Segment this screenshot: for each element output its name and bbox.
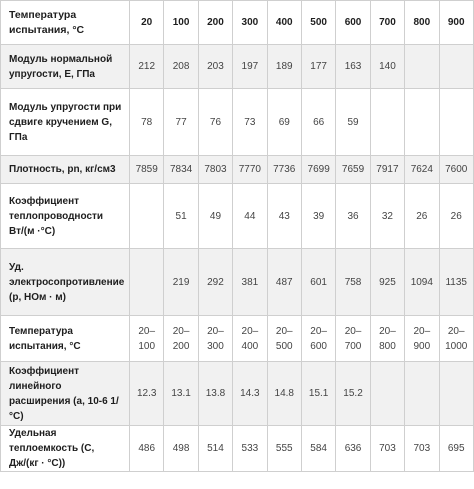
value-cell: 44 bbox=[233, 184, 267, 249]
value-cell: 584 bbox=[301, 426, 335, 472]
value-cell: 49 bbox=[198, 184, 232, 249]
value-cell: 703 bbox=[370, 426, 404, 472]
value-cell bbox=[405, 45, 439, 89]
value-cell bbox=[405, 362, 439, 426]
value-cell: 7600 bbox=[439, 156, 473, 184]
value-cell: 20–800 bbox=[370, 316, 404, 362]
header-temp-cell: 300 bbox=[233, 1, 267, 45]
value-cell: 51 bbox=[164, 184, 198, 249]
value-cell: 20–200 bbox=[164, 316, 198, 362]
row-specific-heat bbox=[1, 426, 474, 472]
row-density bbox=[1, 156, 474, 184]
value-cell: 59 bbox=[336, 89, 370, 156]
value-cell: 163 bbox=[336, 45, 370, 89]
value-cell: 533 bbox=[233, 426, 267, 472]
value-cell: 292 bbox=[198, 249, 232, 316]
value-cell: 140 bbox=[370, 45, 404, 89]
value-cell: 7699 bbox=[301, 156, 335, 184]
value-cell: 36 bbox=[336, 184, 370, 249]
value-cell: 13.1 bbox=[164, 362, 198, 426]
value-cell: 514 bbox=[198, 426, 232, 472]
value-cell: 20–1000 bbox=[439, 316, 473, 362]
value-cell: 73 bbox=[233, 89, 267, 156]
value-cell: 12.3 bbox=[130, 362, 164, 426]
header-temp-cell: 600 bbox=[336, 1, 370, 45]
header-temp-cell: 200 bbox=[198, 1, 232, 45]
value-cell: 636 bbox=[336, 426, 370, 472]
value-cell bbox=[439, 89, 473, 156]
value-cell: 219 bbox=[164, 249, 198, 316]
value-cell: 7834 bbox=[164, 156, 198, 184]
value-cell: 7624 bbox=[405, 156, 439, 184]
value-cell: 555 bbox=[267, 426, 301, 472]
value-cell: 212 bbox=[130, 45, 164, 89]
row-label: Коэффициент линейного расширения (a, 10-6 1/°С) bbox=[1, 362, 130, 426]
row-label: Плотность, pn, кг/см3 bbox=[1, 156, 130, 184]
value-cell: 20–400 bbox=[233, 316, 267, 362]
value-cell bbox=[130, 184, 164, 249]
value-cell: 758 bbox=[336, 249, 370, 316]
value-cell: 66 bbox=[301, 89, 335, 156]
value-cell bbox=[405, 89, 439, 156]
value-cell bbox=[370, 362, 404, 426]
row-temperature-range bbox=[1, 316, 474, 362]
row-label: Модуль нормальной упругости, Е, ГПа bbox=[1, 45, 130, 89]
header-label: Температура испытания, °С bbox=[1, 1, 130, 45]
row-thermal-conductivity bbox=[1, 184, 474, 249]
value-cell: 14.3 bbox=[233, 362, 267, 426]
value-cell bbox=[439, 362, 473, 426]
row-label: Коэффициент теплопроводности Вт/(м ·°С) bbox=[1, 184, 130, 249]
header-temp-cell: 500 bbox=[301, 1, 335, 45]
value-cell: 1135 bbox=[439, 249, 473, 316]
header-temp-cell: 20 bbox=[130, 1, 164, 45]
value-cell: 203 bbox=[198, 45, 232, 89]
row-elastic-modulus bbox=[1, 45, 474, 89]
value-cell: 20–100 bbox=[130, 316, 164, 362]
value-cell: 208 bbox=[164, 45, 198, 89]
row-label: Модуль упругости при сдвиге кручением G, ГПа bbox=[1, 89, 130, 156]
row-label: Уд. электросопротивление (p, НОм · м) bbox=[1, 249, 130, 316]
value-cell: 26 bbox=[405, 184, 439, 249]
header-row bbox=[1, 1, 474, 45]
row-label: Удельная теплоемкость (С, Дж/(кг · °С)) bbox=[1, 426, 130, 472]
row-linear-expansion bbox=[1, 362, 474, 426]
value-cell: 20–300 bbox=[198, 316, 232, 362]
value-cell: 7803 bbox=[198, 156, 232, 184]
value-cell: 925 bbox=[370, 249, 404, 316]
value-cell: 1094 bbox=[405, 249, 439, 316]
value-cell: 20–500 bbox=[267, 316, 301, 362]
value-cell: 20–900 bbox=[405, 316, 439, 362]
value-cell: 7736 bbox=[267, 156, 301, 184]
value-cell: 7859 bbox=[130, 156, 164, 184]
value-cell: 189 bbox=[267, 45, 301, 89]
value-cell: 13.8 bbox=[198, 362, 232, 426]
header-temp-cell: 400 bbox=[267, 1, 301, 45]
value-cell: 695 bbox=[439, 426, 473, 472]
header-temp-cell: 800 bbox=[405, 1, 439, 45]
value-cell: 601 bbox=[301, 249, 335, 316]
value-cell: 703 bbox=[405, 426, 439, 472]
header-temp-cell: 100 bbox=[164, 1, 198, 45]
row-shear-modulus bbox=[1, 89, 474, 156]
value-cell: 7659 bbox=[336, 156, 370, 184]
value-cell: 39 bbox=[301, 184, 335, 249]
value-cell bbox=[370, 89, 404, 156]
value-cell: 486 bbox=[130, 426, 164, 472]
value-cell: 498 bbox=[164, 426, 198, 472]
value-cell: 69 bbox=[267, 89, 301, 156]
value-cell: 43 bbox=[267, 184, 301, 249]
value-cell bbox=[130, 249, 164, 316]
value-cell: 76 bbox=[198, 89, 232, 156]
header-temp-cell: 700 bbox=[370, 1, 404, 45]
value-cell: 77 bbox=[164, 89, 198, 156]
value-cell: 20–700 bbox=[336, 316, 370, 362]
value-cell: 7917 bbox=[370, 156, 404, 184]
row-label: Температура испытания, °С bbox=[1, 316, 130, 362]
value-cell: 78 bbox=[130, 89, 164, 156]
value-cell: 487 bbox=[267, 249, 301, 316]
value-cell bbox=[439, 45, 473, 89]
value-cell: 14.8 bbox=[267, 362, 301, 426]
value-cell: 26 bbox=[439, 184, 473, 249]
row-resistivity bbox=[1, 249, 474, 316]
value-cell: 20–600 bbox=[301, 316, 335, 362]
value-cell: 15.1 bbox=[301, 362, 335, 426]
value-cell: 15.2 bbox=[336, 362, 370, 426]
value-cell: 32 bbox=[370, 184, 404, 249]
header-temp-cell: 900 bbox=[439, 1, 473, 45]
value-cell: 177 bbox=[301, 45, 335, 89]
value-cell: 7770 bbox=[233, 156, 267, 184]
value-cell: 381 bbox=[233, 249, 267, 316]
value-cell: 197 bbox=[233, 45, 267, 89]
